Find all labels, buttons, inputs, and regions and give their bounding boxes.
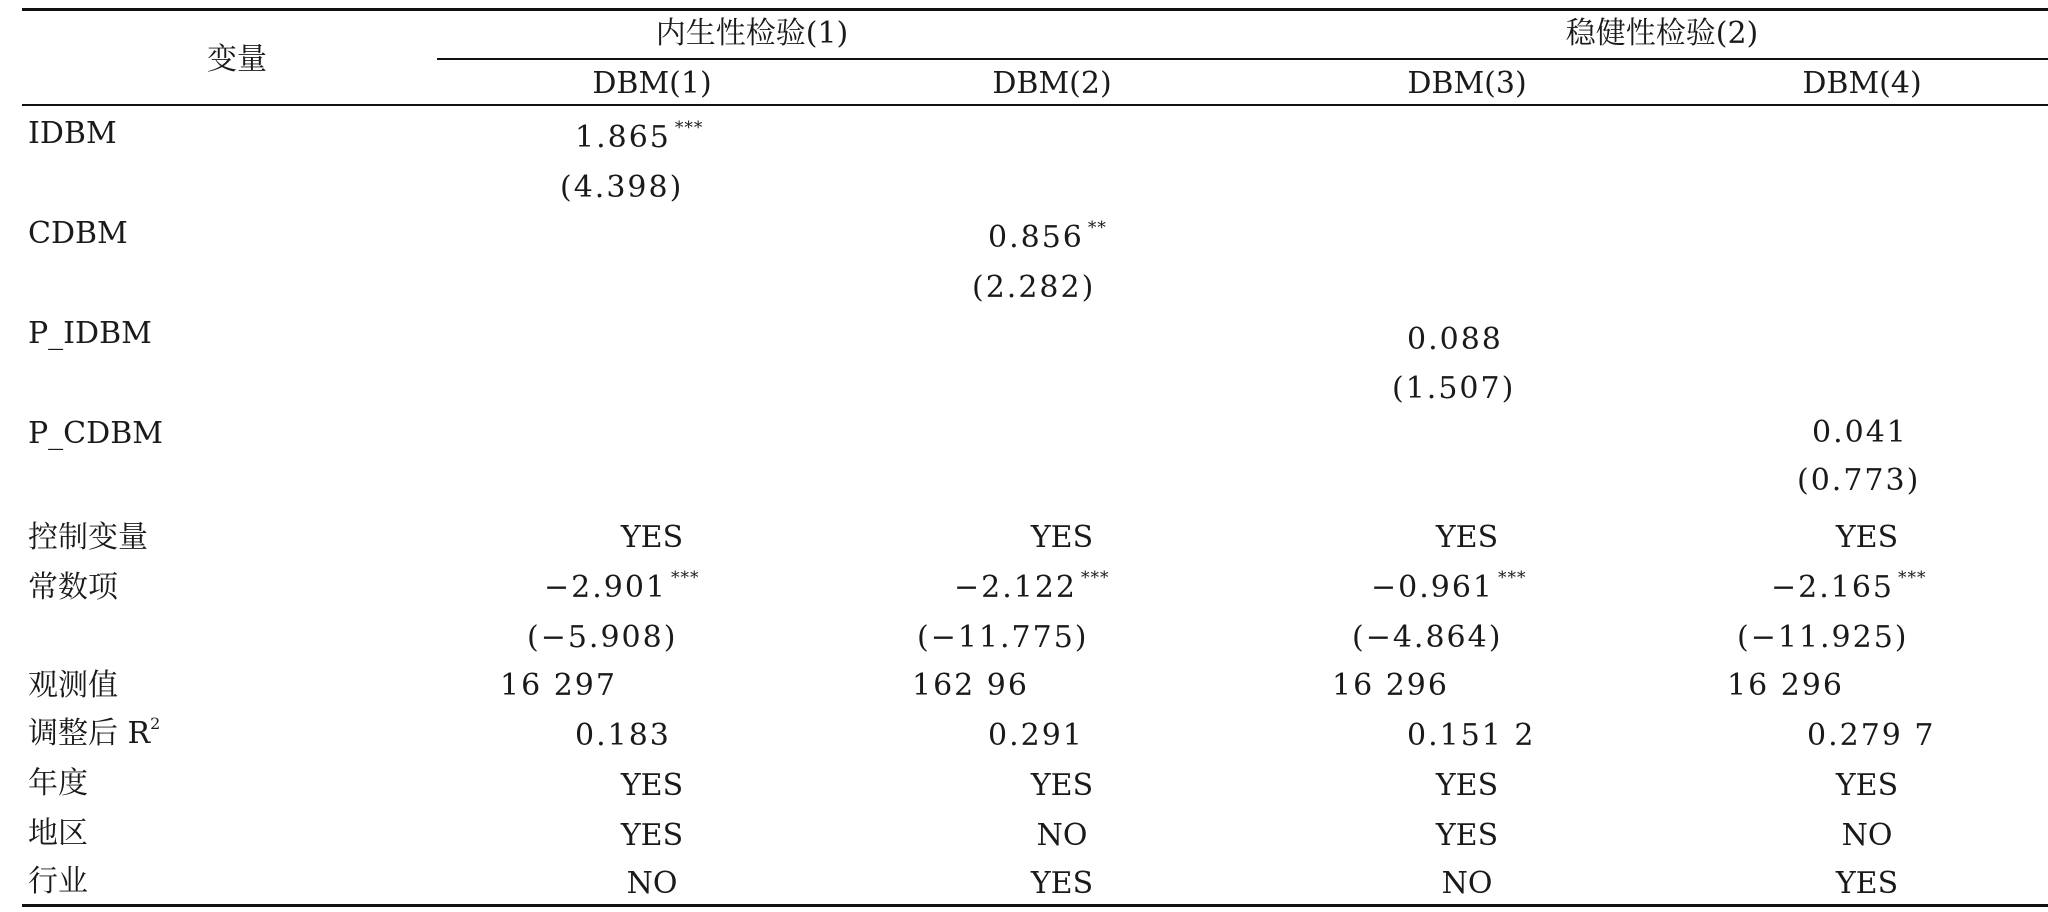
p-idbm-t-dbm3: (1.507) bbox=[1392, 371, 1516, 406]
significance-stars: *** bbox=[671, 568, 700, 588]
year-dbm4: YES bbox=[1835, 768, 1899, 803]
cdbm-coef-dbm2: 0.856 ** bbox=[988, 218, 1107, 255]
industry-dbm4: YES bbox=[1835, 866, 1899, 901]
obs-dbm4: 16 296 bbox=[1727, 668, 1844, 703]
year-dbm3: YES bbox=[1435, 768, 1499, 803]
group2-underline bbox=[1252, 58, 2048, 60]
controls-dbm4: YES bbox=[1835, 520, 1899, 555]
significance-stars: *** bbox=[674, 118, 704, 138]
row-label-year: 年度 bbox=[28, 766, 88, 801]
r2-dbm2: 0.291 bbox=[988, 718, 1084, 753]
obs-dbm2: 162 96 bbox=[912, 668, 1029, 703]
header-bottom-rule bbox=[22, 104, 2048, 106]
constant-coef-dbm3: −0.961 *** bbox=[1371, 568, 1527, 605]
row-label-adj-r2: 调整后 $R^2$ bbox=[28, 714, 161, 751]
region-dbm3: YES bbox=[1435, 818, 1499, 853]
row-label-observations: 观测值 bbox=[28, 668, 118, 703]
significance-stars: *** bbox=[1898, 568, 1927, 588]
obs-dbm3: 16 296 bbox=[1332, 668, 1449, 703]
year-dbm1: YES bbox=[620, 768, 684, 803]
header-group-endogeneity: 内生性检验(1) bbox=[655, 16, 849, 51]
row-label-cdbm: CDBM bbox=[28, 216, 128, 251]
row-label-idbm: IDBM bbox=[28, 116, 117, 151]
controls-dbm2: YES bbox=[1030, 520, 1094, 555]
obs-dbm1: 16 297 bbox=[500, 668, 617, 703]
row-label-controls: 控制变量 bbox=[28, 520, 148, 555]
constant-t-dbm4: (−11.925) bbox=[1737, 620, 1909, 655]
constant-t-dbm1: (−5.908) bbox=[527, 620, 678, 655]
row-label-p-cdbm: P_CDBM bbox=[28, 416, 163, 451]
r2-dbm3: 0.151 2 bbox=[1407, 718, 1536, 753]
significance-stars: *** bbox=[1498, 568, 1527, 588]
significance-stars: ** bbox=[1087, 218, 1107, 238]
region-dbm1: YES bbox=[620, 818, 684, 853]
controls-dbm1: YES bbox=[620, 520, 684, 555]
region-dbm2: NO bbox=[1036, 818, 1088, 853]
bottom-rule bbox=[22, 904, 2048, 907]
header-col-dbm3: DBM(3) bbox=[1407, 66, 1527, 101]
header-col-dbm4: DBM(4) bbox=[1802, 66, 1922, 101]
header-variable: 变量 bbox=[207, 42, 267, 77]
constant-t-dbm3: (−4.864) bbox=[1352, 620, 1503, 655]
row-label-constant: 常数项 bbox=[28, 570, 118, 605]
header-col-dbm2: DBM(2) bbox=[992, 66, 1112, 101]
p-idbm-coef-dbm3: 0.088 bbox=[1407, 322, 1503, 357]
industry-dbm2: YES bbox=[1030, 866, 1094, 901]
p-cdbm-coef-dbm4: 0.041 bbox=[1812, 415, 1908, 450]
group1-underline bbox=[437, 58, 1252, 60]
p-cdbm-t-dbm4: (0.773) bbox=[1797, 463, 1921, 498]
industry-dbm1: NO bbox=[626, 866, 678, 901]
cdbm-t-dbm2: (2.282) bbox=[972, 270, 1096, 305]
row-label-industry: 行业 bbox=[28, 864, 88, 899]
superscript-2: 2 bbox=[150, 714, 161, 733]
r2-dbm4: 0.279 7 bbox=[1807, 718, 1936, 753]
constant-t-dbm2: (−11.775) bbox=[917, 620, 1089, 655]
constant-coef-dbm1: −2.901 *** bbox=[544, 568, 700, 605]
header-col-dbm1: DBM(1) bbox=[592, 66, 712, 101]
r2-dbm1: 0.183 bbox=[575, 718, 671, 753]
controls-dbm3: YES bbox=[1435, 520, 1499, 555]
header-group-robustness: 稳健性检验(2) bbox=[1565, 16, 1759, 51]
regression-table bbox=[22, 8, 2048, 908]
constant-coef-dbm4: −2.165 *** bbox=[1771, 568, 1927, 605]
idbm-coef-dbm1: 1.865 *** bbox=[575, 118, 704, 155]
year-dbm2: YES bbox=[1030, 768, 1094, 803]
row-label-region: 地区 bbox=[28, 816, 88, 851]
idbm-t-dbm1: (4.398) bbox=[560, 170, 684, 205]
top-rule bbox=[22, 8, 2048, 11]
constant-coef-dbm2: −2.122 *** bbox=[954, 568, 1110, 605]
significance-stars: *** bbox=[1081, 568, 1110, 588]
row-label-p-idbm: P_IDBM bbox=[28, 316, 152, 351]
region-dbm4: NO bbox=[1841, 818, 1893, 853]
industry-dbm3: NO bbox=[1441, 866, 1493, 901]
